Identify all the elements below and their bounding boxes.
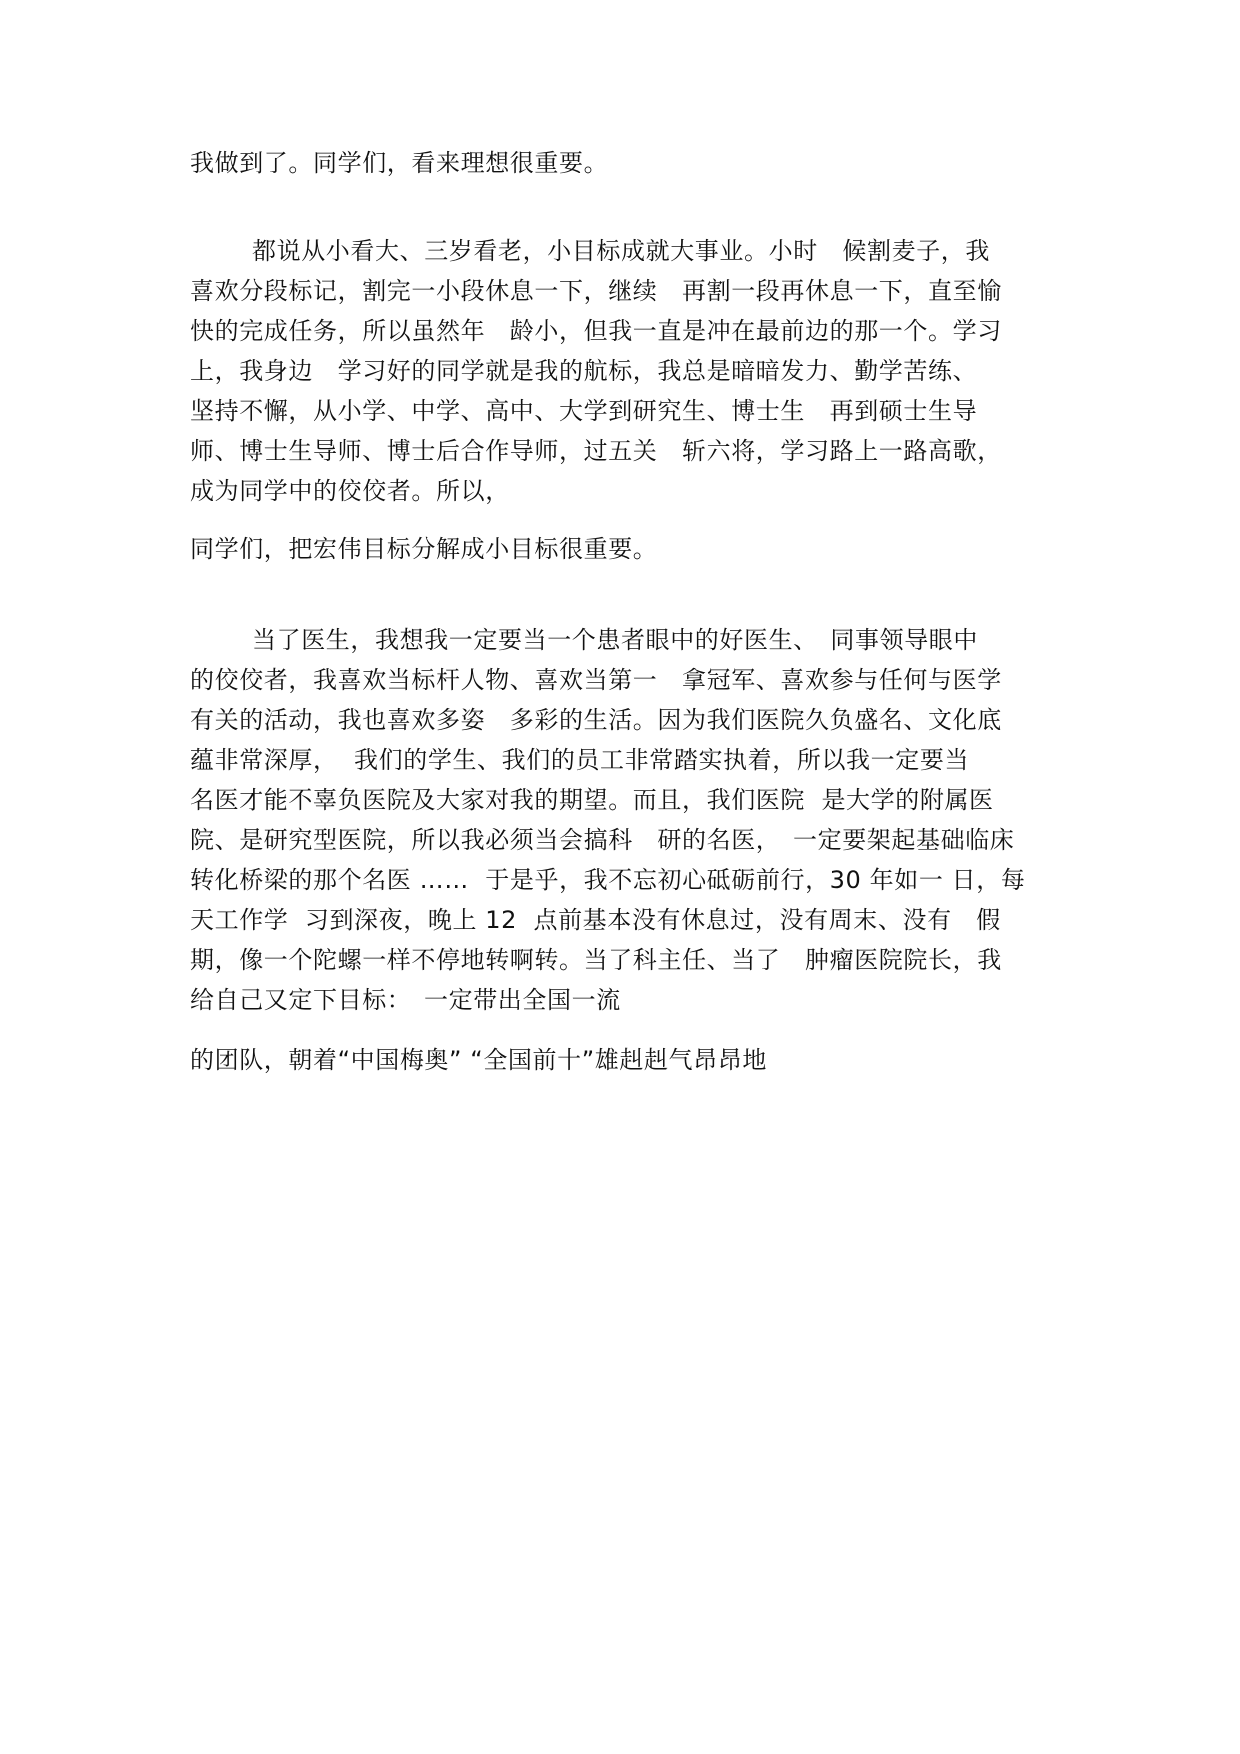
text-line: 成为同学中的佼佼者。所以， bbox=[190, 477, 510, 505]
text-line: 的佼佼者，我喜欢当标杆人物、喜欢当第一 拿冠军、喜欢参与任何与医学 bbox=[190, 666, 1002, 694]
text-line: 的团队，朝着“中国梅奥” “全国前十”雄赳赳气昂昂地 bbox=[190, 1046, 767, 1074]
text-line: 师、博士生导师、博士后合作导师，过五关 斩六将，学习路上一路高歌， bbox=[190, 437, 1002, 465]
text-line: 我做到了。同学们，看来理想很重要。 bbox=[190, 149, 609, 177]
text-line: 坚持不懈，从小学、中学、高中、大学到研究生、博士生 再到硕士生导 bbox=[190, 397, 978, 425]
text-line: 院、是研究型医院，所以我必须当会搞科 研的名医， 一定要架起基础临床 bbox=[190, 826, 1015, 854]
text-line: 上，我身边 学习好的同学就是我的航标，我总是暗暗发力、勤学苦练、 bbox=[190, 357, 978, 385]
text-line: 喜欢分段标记，割完一小段休息一下，继续 再割一段再休息一下，直至愉 bbox=[190, 277, 1002, 305]
text-line: 转化桥梁的那个名医 …… 于是乎，我不忘初心砥砺前行，30 年如一 日，每 bbox=[190, 866, 1026, 894]
text-line: 都说从小看大、三岁看老，小目标成就大事业。小时 候割麦子，我 bbox=[252, 237, 990, 265]
text-line: 期，像一个陀螺一样不停地转啊转。当了科主任、当了 肿瘤医院院长，我 bbox=[190, 946, 1002, 974]
text-line: 名医才能不辜负医院及大家对我的期望。而且，我们医院 是大学的附属医 bbox=[190, 786, 994, 814]
text-line: 天工作学 习到深夜，晚上 12 点前基本没有休息过，没有周末、没有 假 bbox=[190, 906, 1001, 934]
text-line: 有关的活动，我也喜欢多姿 多彩的生活。因为我们医院久负盛名、文化底 bbox=[190, 706, 1002, 734]
text-line: 快的完成任务，所以虽然年 龄小，但我一直是冲在最前边的那一个。学习 bbox=[190, 317, 1002, 345]
text-line: 给自己又定下目标： 一定带出全国一流 bbox=[190, 986, 621, 1014]
text-line: 同学们，把宏伟目标分解成小目标很重要。 bbox=[190, 535, 658, 563]
text-line: 当了医生，我想我一定要当一个患者眼中的好医生、 同事领导眼中 bbox=[252, 626, 978, 654]
text-line: 蕴非常深厚， 我们的学生、我们的员工非常踏实执着，所以我一定要当 bbox=[190, 746, 970, 774]
